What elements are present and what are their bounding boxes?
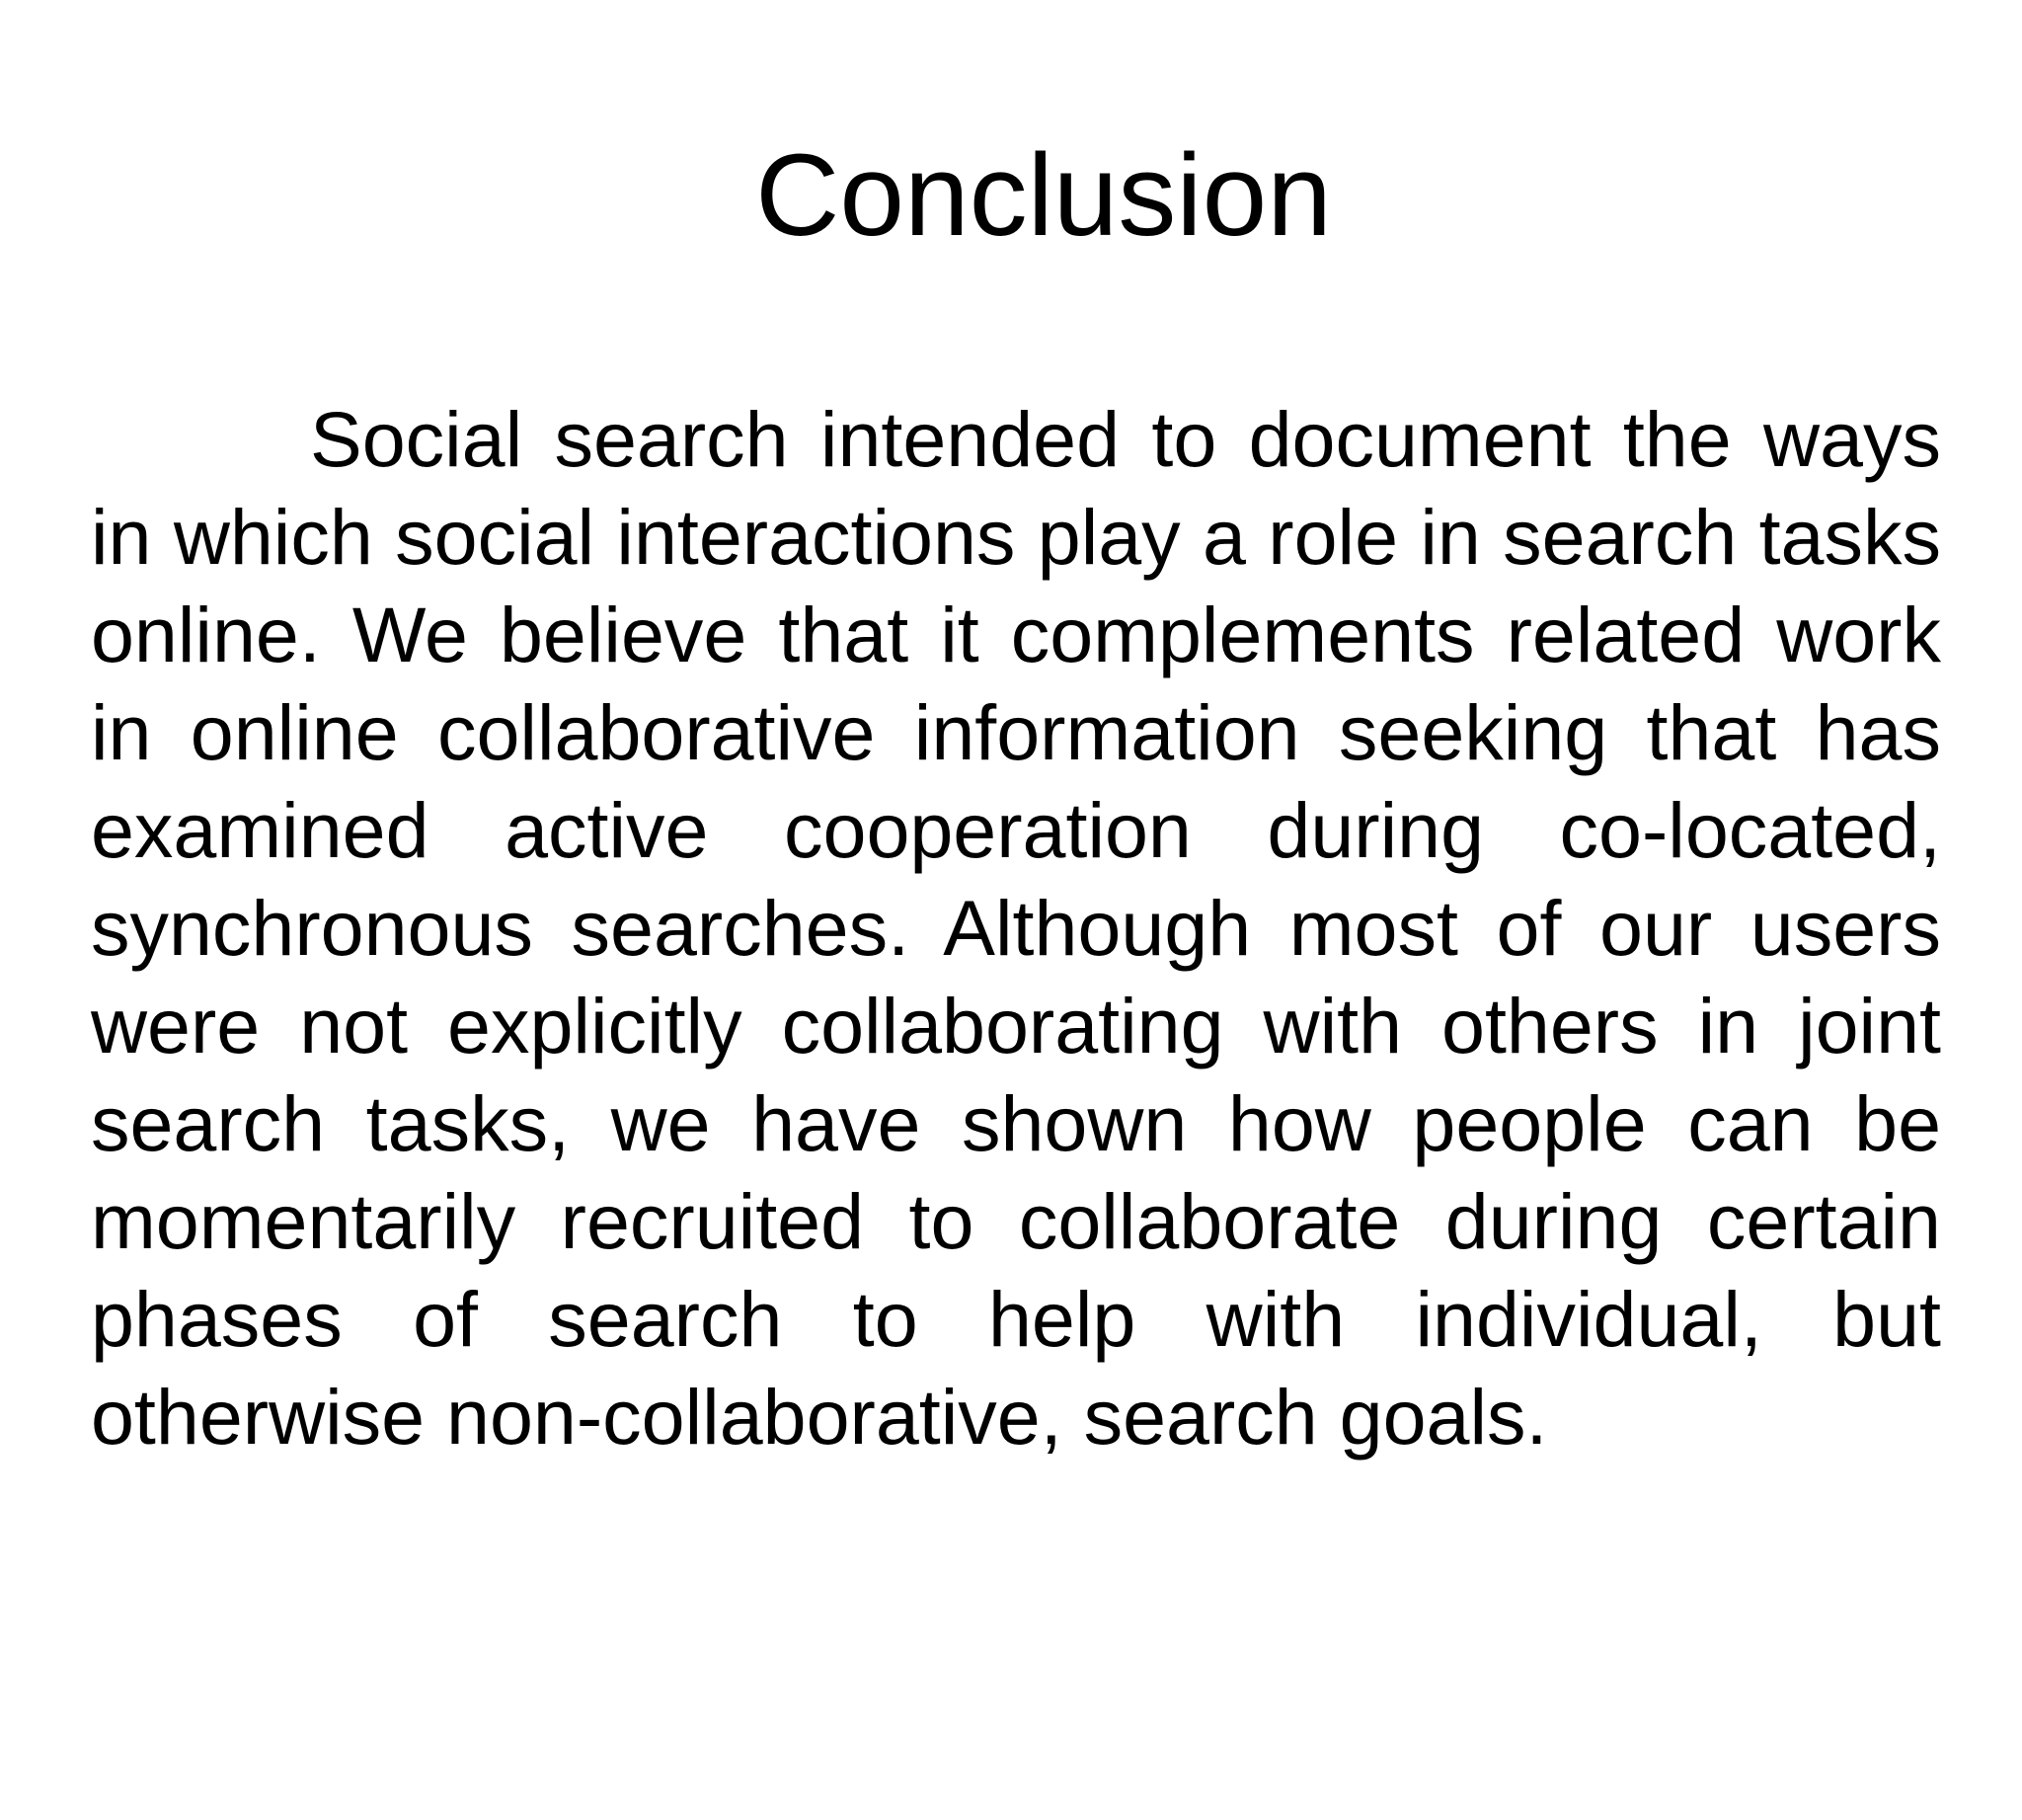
slide-body-text: Social search intended to document the ways in which social interactions play a role in search tasks online. We believe that it complements related work in online collaborative information seeking that has examined active cooperation during co-located, synchronous searches. Although most of our users were not explicitly collaborating with others in joint search tasks, we have shown how people can be momentarily recruited to collaborate during certain phases of search to help with individual, but otherwise non-collaborative, search goals.: [91, 395, 1941, 1461]
slide-title: Conclusion: [755, 130, 1332, 261]
